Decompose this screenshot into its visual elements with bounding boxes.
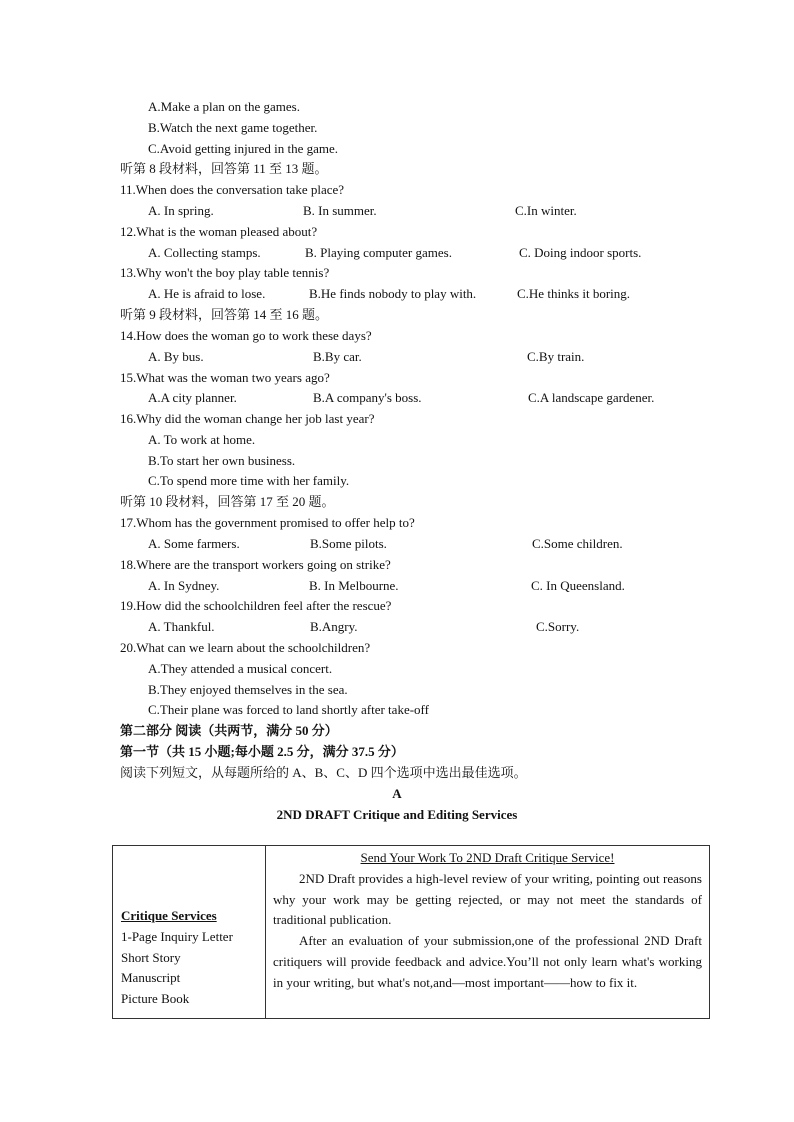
section-10-instruction: 听第 10 段材料，回答第 17 至 20 题。 [120, 494, 335, 509]
passage-letter: A [392, 786, 402, 801]
q20-stem: 20.What can we learn about the schoolchildren? [120, 640, 371, 655]
section-8-instruction: 听第 8 段材料，回答第 11 至 13 题。 [120, 161, 328, 176]
q13-stem: 13.Why won't the boy play table tennis? [120, 265, 330, 280]
send-work-heading: Send Your Work To 2ND Draft Critique Service! [360, 850, 615, 865]
service-item: 1-Page Inquiry Letter [121, 928, 233, 944]
q15-option-b: B.A company's boss. [313, 390, 422, 405]
q17-stem: 17.Whom has the government promised to offer help to? [120, 515, 415, 530]
q10-option-a: A.Make a plan on the games. [148, 99, 300, 114]
q12-stem: 12.What is the woman pleased about? [120, 224, 318, 239]
q15-option-a: A.A city planner. [148, 390, 237, 405]
q10-option-c: C.Avoid getting injured in the game. [148, 141, 339, 156]
q11-option-a: A. In spring. [148, 203, 214, 218]
service-description-cell [266, 846, 710, 1019]
part-2-title: 第二部分 阅读（共两节，满分 50 分） [120, 723, 338, 738]
q20-option-c: C.Their plane was forced to land shortly after take-off [148, 702, 429, 717]
q14-stem: 14.How does the woman go to work these days? [120, 328, 372, 343]
passage-title: 2ND DRAFT Critique and Editing Services [276, 807, 518, 822]
q14-option-b: B.By car. [313, 349, 362, 364]
q17-option-b: B.Some pilots. [310, 536, 387, 551]
description-paragraph-2: After an evaluation of your submission,one of the professional 2ND Draft critiquers will provide feedback and advice.You’ll not only learn what's working in your writing, but what's not,and—most important——how to fix it. [273, 933, 702, 990]
q15-option-c: C.A landscape gardener. [528, 390, 655, 405]
q10-option-b: B.Watch the next game together. [148, 120, 318, 135]
q14-option-c: C.By train. [527, 349, 585, 364]
q19-option-b: B.Angry. [310, 619, 358, 634]
part-2-instruction: 阅读下列短文，从每题所给的 A、B、C、D 四个选项中选出最佳选项。 [120, 765, 527, 780]
q19-option-c: C.Sorry. [536, 619, 580, 634]
q11-option-c: C.In winter. [515, 203, 577, 218]
q18-option-a: A. In Sydney. [148, 578, 220, 593]
q19-option-a: A. Thankful. [148, 619, 215, 634]
service-item: Short Story [121, 949, 181, 965]
q16-option-a: A. To work at home. [148, 432, 256, 447]
q20-option-a: A.They attended a musical concert. [148, 661, 333, 676]
q20-option-b: B.They enjoyed themselves in the sea. [148, 682, 348, 697]
services-table [112, 845, 710, 1019]
q18-stem: 18.Where are the transport workers going on strike? [120, 557, 391, 572]
section-9-instruction: 听第 9 段材料，回答第 14 至 16 题。 [120, 307, 329, 322]
q12-option-a: A. Collecting stamps. [148, 245, 261, 260]
critique-services-heading: Critique Services [121, 908, 217, 923]
service-item: Picture Book [121, 991, 190, 1007]
q13-option-a: A. He is afraid to lose. [148, 286, 266, 301]
q13-option-c: C.He thinks it boring. [517, 286, 631, 301]
q17-option-a: A. Some farmers. [148, 536, 240, 551]
q15-stem: 15.What was the woman two years ago? [120, 370, 330, 385]
description-paragraph-1: 2ND Draft provides a high-level review of your writing, pointing out reasons why your work may be getting rejected, or may not meet the standards of traditional publication. [273, 870, 702, 928]
q18-option-b: B. In Melbourne. [309, 578, 399, 593]
q11-stem: 11.When does the conversation take place? [120, 182, 345, 197]
q13-option-b: B.He finds nobody to play with. [309, 286, 477, 301]
q11-option-b: B. In summer. [303, 203, 377, 218]
q18-option-c: C. In Queensland. [531, 578, 625, 593]
q12-option-b: B. Playing computer games. [305, 245, 452, 260]
q19-stem: 19.How did the schoolchildren feel after the rescue? [120, 598, 392, 613]
q16-stem: 16.Why did the woman change her job last year? [120, 411, 375, 426]
q17-option-c: C.Some children. [532, 536, 623, 551]
service-item: Manuscript [121, 970, 181, 986]
services-list-cell [113, 846, 266, 1019]
q16-option-c: C.To spend more time with her family. [148, 473, 350, 488]
q12-option-c: C. Doing indoor sports. [519, 245, 642, 260]
q14-option-a: A. By bus. [148, 349, 204, 364]
part-2-section-1-title: 第一节（共 15 小题;每小题 2.5 分，满分 37.5 分） [120, 744, 404, 759]
q16-option-b: B.To start her own business. [148, 453, 296, 468]
